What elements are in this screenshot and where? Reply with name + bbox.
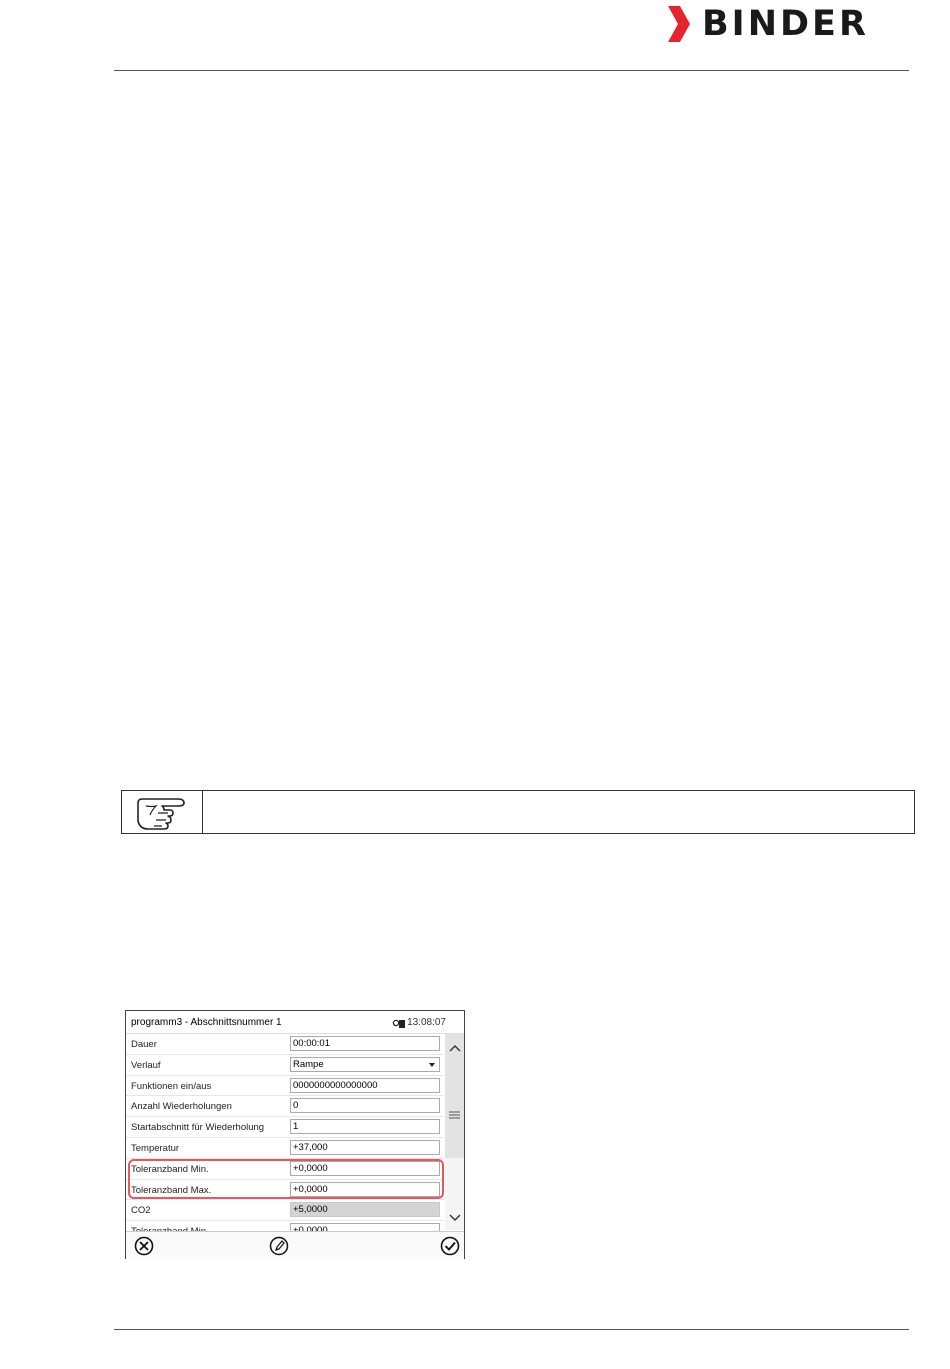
screen-title-bar [126,1011,464,1034]
row-label: CO2 [131,1205,151,1217]
controller-screen [125,1010,465,1259]
list-item [126,1200,444,1221]
highlight-frame [128,1159,444,1199]
dropdown-arrow-icon [429,1063,435,1067]
brand-name: BINDER [702,4,869,44]
value-field[interactable]: 00:00:01 [290,1036,440,1051]
value-field[interactable]: +0,0000 [290,1161,440,1176]
menu-lines-icon[interactable] [447,1107,462,1122]
value-field[interactable]: +0,0000 [290,1182,440,1197]
row-label: Temperatur [131,1142,180,1154]
list-item [126,1034,444,1055]
value-dropdown[interactable] [290,1057,440,1072]
value-field[interactable]: 0000000000000000 [290,1078,440,1093]
row-label: Toleranzband Min. [131,1163,209,1175]
list-item [126,1138,444,1159]
note-box [121,790,915,834]
binder-logo [664,4,910,44]
value-field[interactable]: 0 [290,1098,440,1113]
dropdown-value: Rampe [293,1058,324,1070]
list-item [126,1096,444,1117]
row-label: Anzahl Wiederholungen [131,1101,232,1113]
value-field[interactable]: 1 [290,1119,440,1134]
list-item [126,1055,444,1076]
scrollbar[interactable] [445,1034,464,1230]
value-field-disabled: +5,0000 [290,1202,440,1217]
screen-title: programm3 - Abschnittsnummer 1 [131,1017,282,1028]
row-label: Dauer [131,1039,157,1050]
cancel-icon[interactable] [134,1236,154,1256]
scroll-down-icon[interactable] [447,1210,462,1225]
footer-rule [114,1329,909,1330]
list-item [126,1117,444,1138]
row-label: Startabschnitt für Wiederholung [131,1122,265,1134]
edit-icon[interactable] [269,1236,289,1256]
scroll-up-icon[interactable] [447,1040,462,1055]
screen-footer [126,1231,464,1259]
clock-area [393,1017,446,1028]
lock-key-icon [393,1018,405,1028]
clock-time: 13:08:07 [407,1017,446,1028]
binder-logo-mark-icon [664,6,694,42]
value-field[interactable]: +37,000 [290,1140,440,1155]
pointing-hand-icon [122,791,203,833]
row-label: Funktionen ein/aus [131,1080,212,1092]
row-label: Toleranzband Max. [131,1184,212,1196]
parameter-list [126,1034,444,1230]
row-label: Verlauf [131,1059,161,1071]
list-item [126,1076,444,1097]
header-rule [114,70,909,71]
confirm-icon[interactable] [440,1236,460,1256]
